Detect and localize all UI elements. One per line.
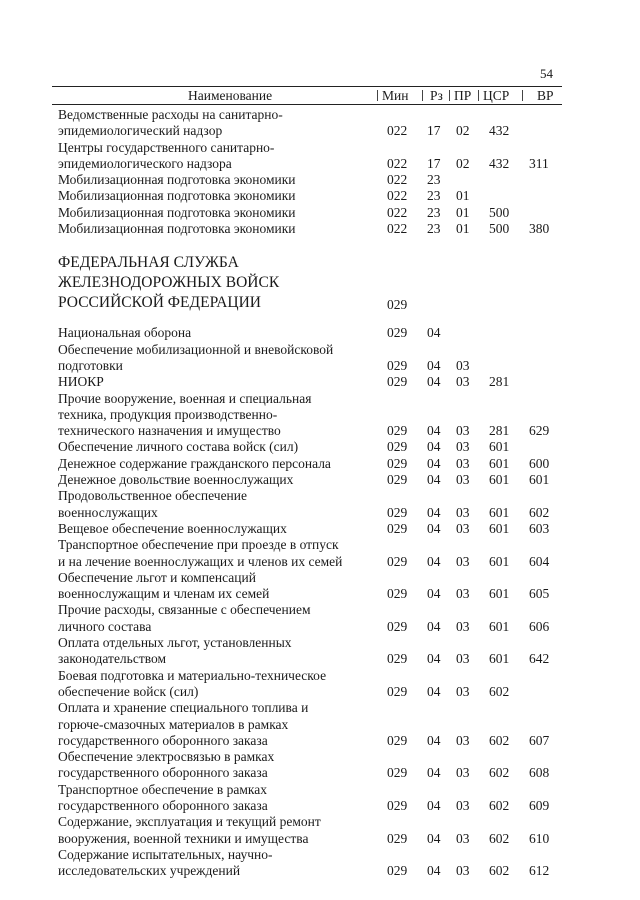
row-rz: 23 <box>427 204 441 220</box>
row-name: Вещевое обеспечение военнослужащих <box>58 520 287 536</box>
table-row <box>0 325 640 341</box>
row-min: 029 <box>387 732 408 748</box>
row-rz: 04 <box>427 472 441 488</box>
row-csr: 281 <box>489 374 510 390</box>
row-vr: 610 <box>529 830 550 846</box>
row-min: 029 <box>387 683 408 699</box>
row-vr: 380 <box>529 221 550 237</box>
row-pr: 03 <box>456 732 470 748</box>
row-pr: 03 <box>456 439 470 455</box>
row-pr: 03 <box>456 504 470 520</box>
row-min: 022 <box>387 221 408 237</box>
row-pr: 03 <box>456 683 470 699</box>
row-rz: 17 <box>427 155 441 171</box>
table-row <box>0 537 640 570</box>
header-divider <box>377 90 378 101</box>
row-csr: 601 <box>489 504 510 520</box>
row-rz: 04 <box>427 732 441 748</box>
table-row <box>0 488 640 521</box>
row-rz: 04 <box>427 455 441 471</box>
row-csr: 281 <box>489 423 510 439</box>
row-name: Транспортное обеспечение при проезде в отпуск и на лечение военнослужащих и членов их семей <box>58 537 343 569</box>
row-vr: 612 <box>529 863 550 879</box>
row-name: Содержание, эксплуатация и текущий ремонт вооружения, военной техники и имущества <box>58 814 321 846</box>
row-pr: 03 <box>456 357 470 373</box>
header-divider <box>522 90 523 101</box>
table-row <box>0 205 640 221</box>
row-vr: 607 <box>529 732 550 748</box>
table-row <box>0 472 640 488</box>
row-vr: 602 <box>529 504 550 520</box>
row-pr: 03 <box>456 765 470 781</box>
row-name: Транспортное обеспечение в рамках государственного оборонного заказа <box>58 781 268 813</box>
row-csr: 601 <box>489 651 510 667</box>
row-rz: 04 <box>427 357 441 373</box>
row-pr: 03 <box>456 455 470 471</box>
row-rz: 04 <box>427 586 441 602</box>
row-rz: 04 <box>427 374 441 390</box>
row-csr: 432 <box>489 123 510 139</box>
header-divider <box>478 90 479 101</box>
row-name: НИОКР <box>58 374 104 390</box>
row-csr: 601 <box>489 586 510 602</box>
row-name: Мобилизационная подготовка экономики <box>58 204 296 220</box>
table-row <box>0 700 640 749</box>
row-name: Национальная оборона <box>58 325 192 341</box>
row-pr: 03 <box>456 830 470 846</box>
header-rz: Рз <box>430 88 443 103</box>
row-csr: 602 <box>489 732 510 748</box>
row-rz: 04 <box>427 830 441 846</box>
row-min: 029 <box>387 439 408 455</box>
table-header <box>52 86 562 105</box>
row-pr: 03 <box>456 520 470 536</box>
row-name: Мобилизационная подготовка экономики <box>58 221 296 237</box>
row-pr: 03 <box>456 651 470 667</box>
row-vr: 604 <box>529 553 550 569</box>
row-rz: 04 <box>427 325 441 341</box>
row-rz: 23 <box>427 188 441 204</box>
table-row <box>0 456 640 472</box>
row-name: Обеспечение мобилизационной и вневойсковой подготовки <box>58 341 334 373</box>
row-min: 022 <box>387 155 408 171</box>
row-min: 029 <box>387 797 408 813</box>
header-min: Мин <box>382 88 409 103</box>
header-divider <box>449 90 450 101</box>
row-min: 029 <box>387 618 408 634</box>
row-csr: 601 <box>489 472 510 488</box>
row-min: 029 <box>387 553 408 569</box>
row-pr: 03 <box>456 863 470 879</box>
table-row <box>0 782 640 815</box>
row-min: 029 <box>387 374 408 390</box>
row-rz: 04 <box>427 423 441 439</box>
row-name: Прочие расходы, связанные с обеспечением личного состава <box>58 602 311 634</box>
row-min: 029 <box>387 504 408 520</box>
row-min: 029 <box>387 520 408 536</box>
row-pr: 02 <box>456 155 470 171</box>
table-row <box>0 635 640 668</box>
table-row <box>0 847 640 880</box>
header-name: Наименование <box>188 88 273 103</box>
row-min: 029 <box>387 651 408 667</box>
row-rz: 23 <box>427 221 441 237</box>
row-pr: 03 <box>456 586 470 602</box>
row-rz: 04 <box>427 797 441 813</box>
table-row <box>0 374 640 390</box>
row-rz: 04 <box>427 439 441 455</box>
row-min: 029 <box>387 586 408 602</box>
table-row <box>0 342 640 375</box>
table-row <box>0 521 640 537</box>
row-vr: 629 <box>529 423 550 439</box>
row-name: Обеспечение личного состава войск (сил) <box>58 439 299 455</box>
row-min: 022 <box>387 123 408 139</box>
header-vr: ВР <box>537 88 554 103</box>
table-row <box>0 668 640 701</box>
row-name: Оплата и хранение специального топлива и горюче-смазочных материалов в рамках государственного оборонного заказа <box>58 700 309 748</box>
row-pr: 03 <box>456 553 470 569</box>
row-rz: 04 <box>427 765 441 781</box>
row-vr: 608 <box>529 765 550 781</box>
row-min: 029 <box>387 423 408 439</box>
row-name: Содержание испытательных, научно- исследовательских учреждений <box>58 846 273 879</box>
row-csr: 602 <box>489 765 510 781</box>
row-rz: 04 <box>427 683 441 699</box>
row-pr: 01 <box>456 204 470 220</box>
row-pr: 03 <box>456 472 470 488</box>
budget-table-body <box>0 107 640 879</box>
row-min: 029 <box>387 325 408 341</box>
row-rz: 04 <box>427 504 441 520</box>
row-csr: 601 <box>489 520 510 536</box>
row-csr: 601 <box>489 455 510 471</box>
row-csr: 601 <box>489 618 510 634</box>
row-pr: 03 <box>456 618 470 634</box>
row-vr: 606 <box>529 618 550 634</box>
row-csr: 602 <box>489 863 510 879</box>
row-vr: 600 <box>529 455 550 471</box>
row-rz: 17 <box>427 123 441 139</box>
row-csr: 602 <box>489 683 510 699</box>
row-min: 029 <box>387 830 408 846</box>
row-rz: 04 <box>427 520 441 536</box>
row-csr: 500 <box>489 204 510 220</box>
header-csr: ЦСР <box>483 88 510 103</box>
row-pr: 03 <box>456 423 470 439</box>
row-min: 029 <box>387 455 408 471</box>
row-vr: 603 <box>529 520 550 536</box>
header-divider <box>422 90 423 101</box>
row-csr: 500 <box>489 221 510 237</box>
row-min: 022 <box>387 188 408 204</box>
row-pr: 01 <box>456 221 470 237</box>
row-min: 029 <box>387 472 408 488</box>
row-vr: 609 <box>529 797 550 813</box>
row-csr: 601 <box>489 439 510 455</box>
table-row <box>0 570 640 603</box>
row-min: 029 <box>387 863 408 879</box>
table-row <box>0 172 640 188</box>
row-name: Ведомственные расходы на санитарно- эпидемиологический надзор <box>58 107 283 139</box>
row-name: Обеспечение электросвязью в рамках государственного оборонного заказа <box>58 749 275 781</box>
row-vr: 605 <box>529 586 550 602</box>
row-rz: 04 <box>427 553 441 569</box>
row-rz: 04 <box>427 651 441 667</box>
row-rz: 04 <box>427 863 441 879</box>
table-row <box>0 814 640 847</box>
row-name: Прочие вооружение, военная и специальная техника, продукция производственно- технического назначения и имущество <box>58 390 312 439</box>
table-row <box>0 439 640 455</box>
row-name: Оплата отдельных льгот, установленных законодательством <box>58 635 292 667</box>
table-row <box>0 188 640 204</box>
row-name: Денежное довольствие военнослужащих <box>58 472 294 488</box>
row-csr: 432 <box>489 155 510 171</box>
header-pr: ПР <box>454 88 472 103</box>
row-name: Продовольственное обеспечение военнослужащих <box>58 488 247 520</box>
row-name: ФЕДЕРАЛЬНАЯ СЛУЖБА ЖЕЛЕЗНОДОРОЖНЫХ ВОЙСК РОССИЙСКОЙ ФЕДЕРАЦИИ <box>58 254 280 312</box>
row-vr: 601 <box>529 472 550 488</box>
table-row <box>0 391 640 440</box>
section-heading-row <box>0 253 640 313</box>
row-name: Центры государственного санитарно- эпидемиологического надзора <box>58 139 275 171</box>
row-vr: 642 <box>529 651 550 667</box>
row-name: Обеспечение льгот и компенсаций военнослужащим и членам их семей <box>58 569 270 602</box>
table-row <box>0 221 640 237</box>
table-row <box>0 602 640 635</box>
row-csr: 602 <box>489 830 510 846</box>
row-min: 029 <box>387 357 408 373</box>
row-name: Боевая подготовка и материально-техническое обеспечение войск (сил) <box>58 667 327 699</box>
row-name: Денежное содержание гражданского персонала <box>58 455 331 471</box>
row-csr: 601 <box>489 553 510 569</box>
row-min: 022 <box>387 204 408 220</box>
row-min: 029 <box>387 765 408 781</box>
row-rz: 23 <box>427 172 441 188</box>
row-min: 029 <box>387 297 408 313</box>
row-pr: 03 <box>456 797 470 813</box>
page-number: 54 <box>540 66 553 81</box>
row-pr: 02 <box>456 123 470 139</box>
row-name: Мобилизационная подготовка экономики <box>58 172 296 188</box>
row-csr: 602 <box>489 797 510 813</box>
row-rz: 04 <box>427 618 441 634</box>
row-pr: 03 <box>456 374 470 390</box>
row-vr: 311 <box>529 155 549 171</box>
table-row <box>0 140 640 173</box>
row-min: 022 <box>387 172 408 188</box>
table-row <box>0 107 640 140</box>
row-name: Мобилизационная подготовка экономики <box>58 188 296 204</box>
table-row <box>0 749 640 782</box>
row-pr: 01 <box>456 188 470 204</box>
